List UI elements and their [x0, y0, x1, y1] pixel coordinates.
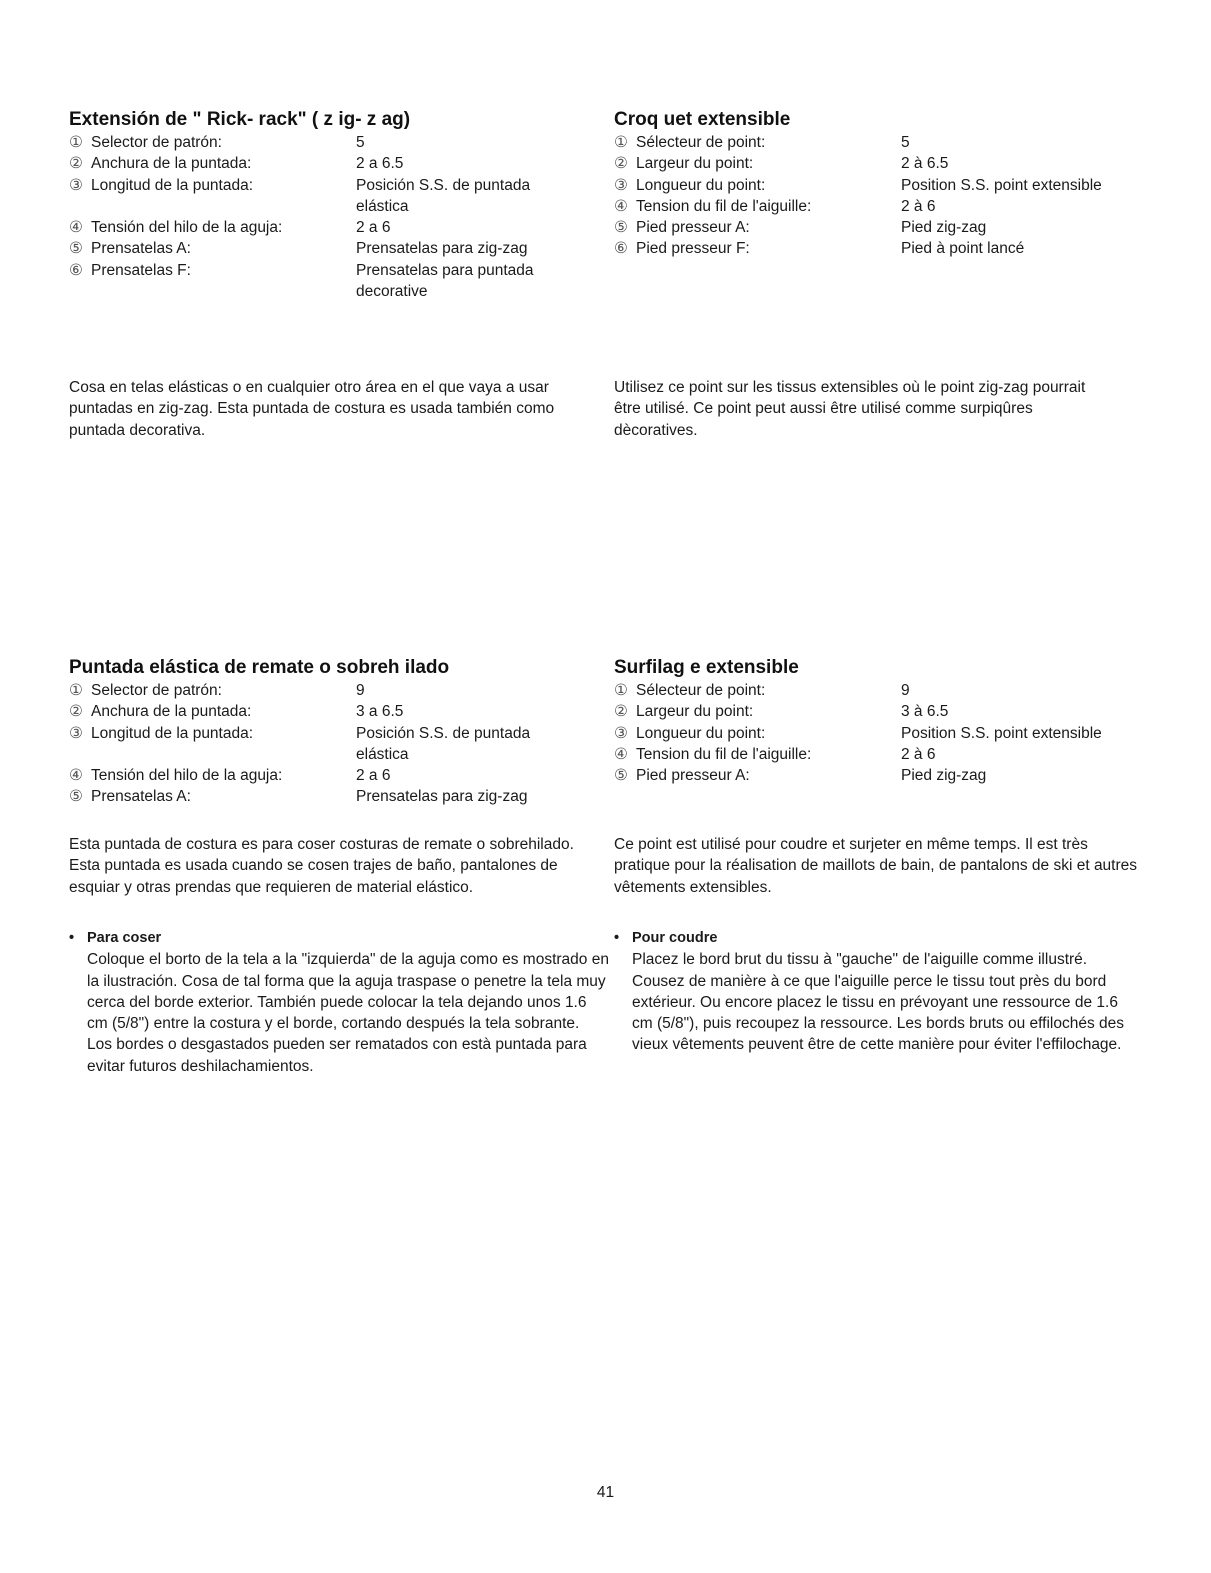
- circled-number: ⑥: [614, 240, 628, 258]
- setting-label: ② Anchura de la puntada:: [69, 701, 356, 722]
- bullet-heading: Pour coudre: [632, 930, 718, 946]
- setting-label: ③ Longitud de la puntada:: [69, 175, 356, 218]
- setting-label: ② Largeur du point:: [614, 153, 901, 174]
- circled-number: ③: [614, 176, 628, 194]
- rick-rack-description: Cosa en telas elásticas o en cualquier otro área en el que vaya a usar puntadas en zig-zag. Esta puntada de costura es usada también como puntada decorativa.: [69, 379, 555, 439]
- setting-label: ① Selector de patrón:: [69, 680, 356, 701]
- bullet-symbol: •: [614, 930, 620, 946]
- surfilage-description: Ce point est utilisé pour coudre et surjeter en même temps. Il est très pratique pour la réalisation de maillots de bain, de pantalons de ski et autres vêtements extensibles.: [614, 836, 1138, 896]
- section-title: Extensión de " Rick- rack" ( z ig- z ag): [69, 109, 411, 130]
- setting-value: Pied à point lancé: [901, 240, 1025, 258]
- section-title: Croq uet extensible: [614, 109, 791, 130]
- setting-label: ① Selector de patrón:: [69, 132, 356, 153]
- setting-label: ⑤ Prensatelas A:: [69, 238, 356, 259]
- setting-label: ② Largeur du point:: [614, 701, 901, 722]
- surfilage-section: [614, 656, 1174, 786]
- rick-rack-section: [69, 108, 609, 302]
- setting-label: ④ Tensión del hilo de la aguja:: [69, 765, 356, 786]
- overlock-bullet: [69, 928, 609, 1077]
- circled-number: ④: [69, 767, 83, 785]
- circled-number: ①: [69, 682, 83, 699]
- croquet-description: Utilisez ce point sur les tissus extensibles où le point zig-zag pourrait être utilisé. Ce point peut aussi être utilisé comme surpiqûres dècoratives.: [614, 379, 1086, 439]
- setting-label: ① Sélecteur de point:: [614, 680, 901, 701]
- circled-number: ②: [69, 155, 83, 173]
- setting-value: 2 a 6.5: [356, 155, 404, 173]
- setting-label: ⑤ Prensatelas A:: [69, 786, 356, 807]
- bullet-heading: Para coser: [87, 930, 162, 946]
- circled-number: ②: [69, 703, 83, 721]
- bullet-text: Coloque el borto de la tela a la "izquierda" de la aguja como es mostrado en la ilustración. Cosa de tal forma que la aguja traspase o penetre la tela muy cerca del borde exterior. También puede colocar la tela dejando unos 1.6 cm (5/8") entre la costura y el borde, cortando después la tela sobrante.: [87, 951, 609, 1033]
- setting-value: Posición S.S. de puntada elástica: [356, 176, 531, 215]
- setting-label: ① Sélecteur de point:: [614, 132, 901, 153]
- circled-number: ⑤: [69, 788, 83, 806]
- settings-table: [614, 680, 1174, 786]
- settings-table: [614, 132, 1174, 260]
- setting-label: ② Anchura de la puntada:: [69, 153, 356, 174]
- bullet-symbol: •: [69, 930, 75, 946]
- section-title: Surfilag e extensible: [614, 657, 799, 678]
- setting-value: 3 à 6.5: [901, 703, 949, 721]
- settings-table: [69, 132, 609, 302]
- setting-value: Prensatelas para puntada decorative: [356, 261, 534, 301]
- setting-value: 3 a 6.5: [356, 703, 404, 721]
- circled-number: ②: [614, 703, 628, 721]
- setting-value: Position S.S. point extensible: [901, 176, 1102, 194]
- circled-number: ④: [614, 745, 628, 763]
- page-number: 41: [596, 1484, 615, 1501]
- setting-value: Pied zig-zag: [901, 767, 987, 785]
- setting-value: 2 a 6: [356, 219, 391, 237]
- setting-label: ⑤ Pied presseur A:: [614, 765, 901, 786]
- setting-value: 9: [901, 682, 910, 699]
- setting-value: 2 à 6.5: [901, 155, 949, 173]
- section-title: Puntada elástica de remate o sobreh ilado: [69, 657, 450, 678]
- setting-value: 9: [356, 682, 365, 699]
- surfilage-bullet: [614, 928, 1134, 1056]
- overlock-description: Esta puntada de costura es para coser costuras de remate o sobrehilado. Esta puntada es usada cuando se cosen trajes de baño, pantalones de esquiar y otras prendas que requieren de material elástico.: [69, 836, 574, 896]
- circled-number: ⑤: [69, 240, 83, 258]
- circled-number: ①: [614, 134, 628, 151]
- setting-value: Prensatelas para zig-zag: [356, 240, 528, 258]
- bullet-text: Placez le bord brut du tissu à "gauche" de l'aiguille comme illustré. Cousez de manière à ce que l'aiguille perce le tissu tout près du bord extérieur. Ou encore placez le tissu en prévoyant une ressource de 1.6 cm (5/8"), puis recoupez la ressource. Les bords bruts ou effilochés des vieux vêtements peuvent être de cette manière pour éviter l'effilochage.: [632, 951, 1124, 1054]
- setting-value: 2 à 6: [901, 745, 936, 763]
- circled-number: ④: [614, 197, 628, 215]
- bullet-text: Los bordes o desgastados pueden ser rematados con està puntada para evitar futuros deshilachamientos.: [87, 1036, 587, 1075]
- circled-number: ①: [69, 134, 83, 151]
- setting-label: ④ Tension du fil de l'aiguille:: [614, 196, 901, 217]
- setting-label: ⑤ Pied presseur A:: [614, 217, 901, 238]
- circled-number: ⑥: [69, 261, 83, 279]
- setting-value: Prensatelas para zig-zag: [356, 788, 528, 806]
- circled-number: ②: [614, 155, 628, 173]
- setting-label: ④ Tension du fil de l'aiguille:: [614, 744, 901, 765]
- circled-number: ①: [614, 682, 628, 699]
- setting-label: ⑥ Pied presseur F:: [614, 238, 901, 259]
- setting-label: ③ Longueur du point:: [614, 175, 901, 196]
- circled-number: ⑤: [614, 219, 628, 237]
- setting-value: 5: [356, 134, 365, 151]
- setting-label: ③ Longueur du point:: [614, 723, 901, 744]
- setting-label: ⑥ Prensatelas F:: [69, 260, 356, 303]
- setting-value: 2 a 6: [356, 767, 391, 785]
- setting-value: Position S.S. point extensible: [901, 724, 1102, 742]
- setting-label: ④ Tensión del hilo de la aguja:: [69, 217, 356, 238]
- circled-number: ③: [69, 724, 83, 742]
- setting-label: ③ Longitud de la puntada:: [69, 723, 356, 766]
- circled-number: ⑤: [614, 767, 628, 785]
- settings-table: [69, 680, 609, 808]
- setting-value: Posición S.S. de puntada elástica: [356, 724, 531, 763]
- setting-value: Pied zig-zag: [901, 219, 987, 237]
- circled-number: ④: [69, 219, 83, 237]
- circled-number: ③: [614, 724, 628, 742]
- setting-value: 2 à 6: [901, 197, 936, 215]
- circled-number: ③: [69, 176, 83, 194]
- setting-value: 5: [901, 134, 910, 151]
- overlock-section: [69, 656, 609, 808]
- croquet-section: [614, 108, 1174, 260]
